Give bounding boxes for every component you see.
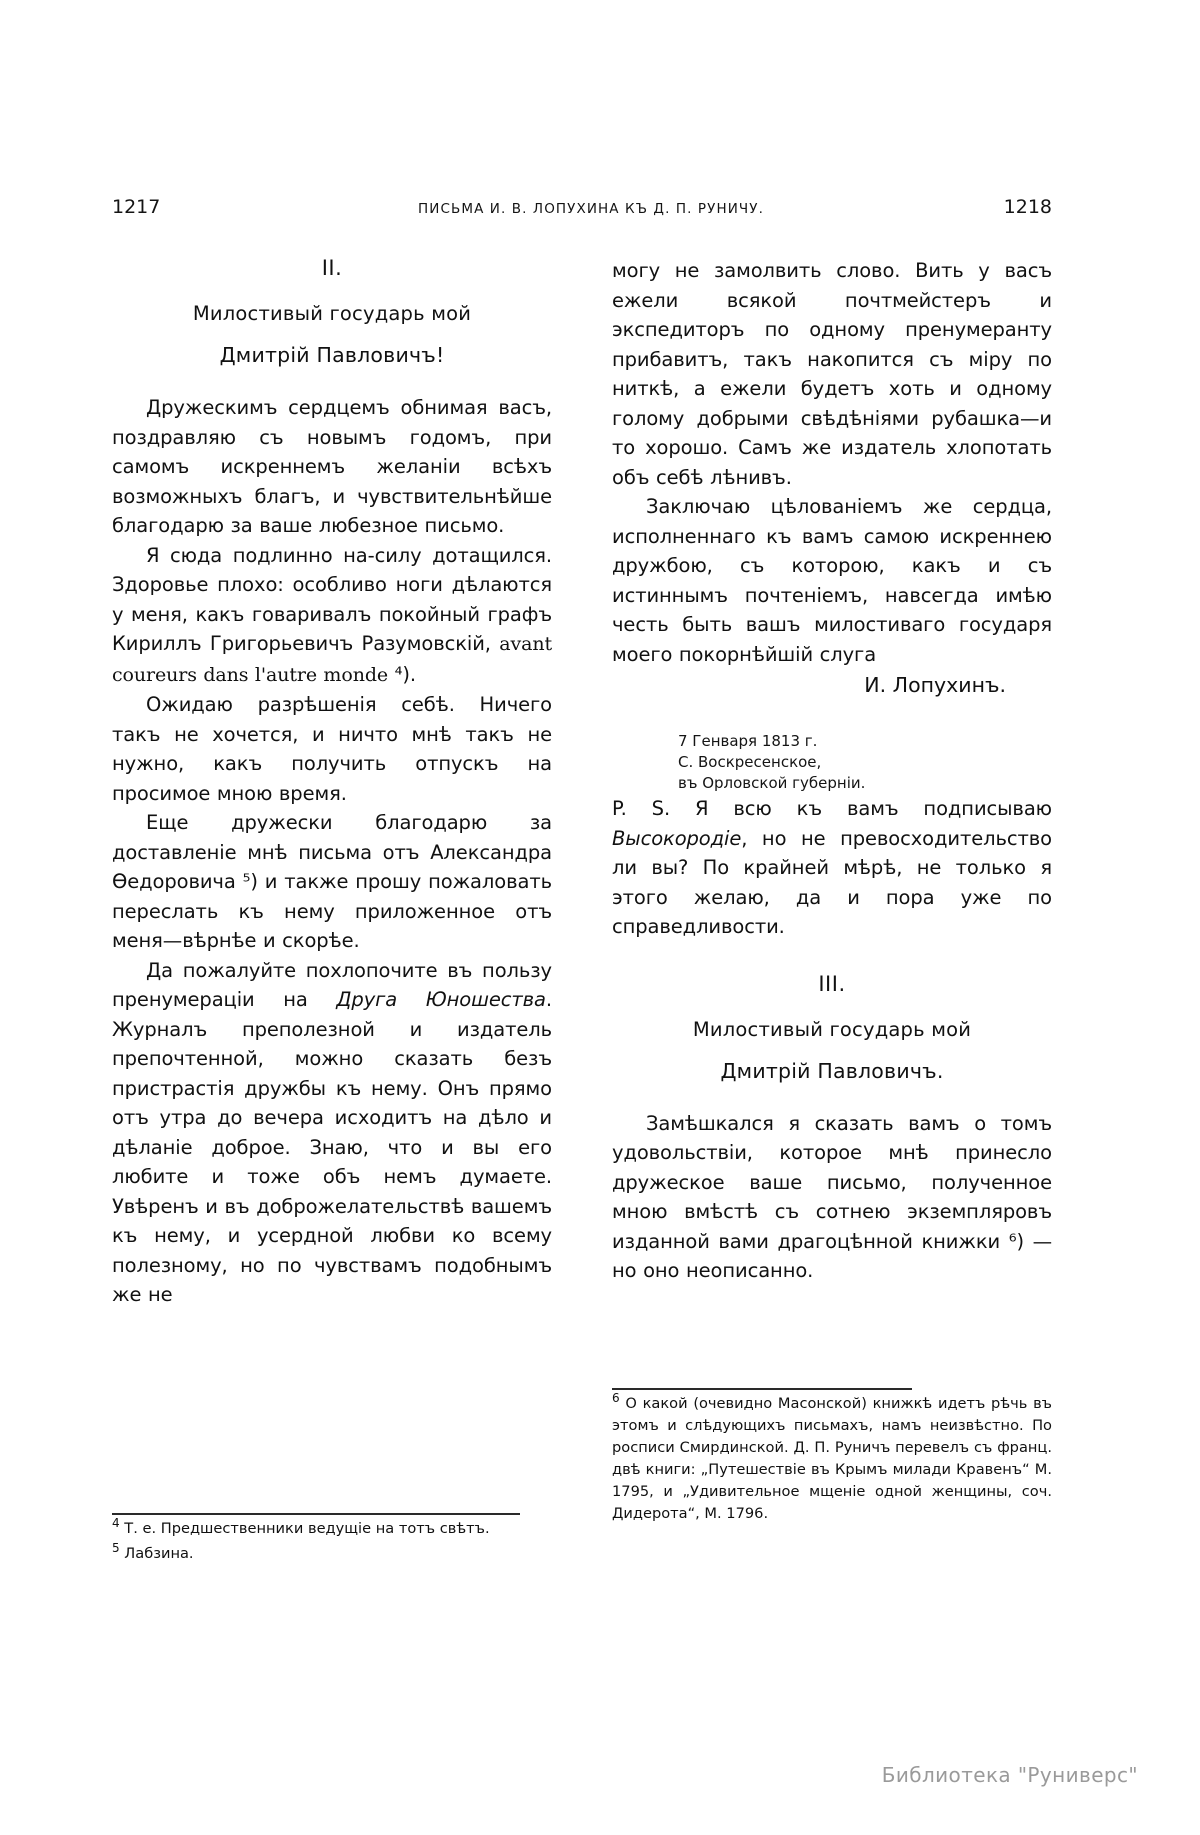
salutation-line-2: Дмитрій Павловичъ! xyxy=(219,343,445,367)
postscript-text: Я всю къ вамъ подписываю Высокородіе, но не превосходительство ли вы? По крайней мѣрѣ, не только я этого желаю, да и пора уже по справедливости. xyxy=(612,797,1052,938)
footnote-item xyxy=(612,1393,1052,1525)
paragraph: Заключаю цѣлованіемъ же сердца, исполненнаго къ вамъ самою искреннею дружбою, съ которою, какъ и съ истиннымъ почтеніемъ, навсегда имѣю честь быть вашъ милостиваго государя моего покорнѣйшій слуга xyxy=(612,495,1052,666)
section-number-iii: III. xyxy=(818,971,846,996)
salutation-line-1: Милостивый государь мой xyxy=(692,1017,972,1041)
column-left xyxy=(112,256,552,1310)
paragraph: Еще дружески благодарю за доставленіе мнѣ письма отъ Александра Ѳедоровича ⁵) и также прошу пожаловать переслать къ нему приложенное отъ меня—вѣрнѣе и скорѣе. xyxy=(112,811,552,952)
place-line: С. Воскресенское, xyxy=(678,753,822,771)
footnote-text: Т. е. Предшественники ведущіе на тотъ свѣтъ. xyxy=(124,1520,490,1537)
footnote-rule xyxy=(612,1388,912,1390)
postscript xyxy=(612,794,1052,942)
footnote-text: О какой (очевидно Масонской) книжкѣ идетъ рѣчь въ этомъ и слѣдующихъ письмахъ, намъ неизвѣстно. По росписи Смирдинской. Д. П. Руничъ перевелъ съ франц. двѣ книги: „Путешествіе въ Крымъ милади Кравенъ“ М. 1795, и „Удивительное мщеніе одной женщины, соч. Дидерота“, М. 1796. xyxy=(612,1395,1052,1522)
postscript-prefix: P. S. xyxy=(612,797,671,820)
signature: И. Лопухинъ. xyxy=(864,673,1006,697)
footnote-block-left xyxy=(112,1513,552,1565)
footnote-item xyxy=(112,1543,552,1565)
running-head xyxy=(112,196,1052,218)
governorate-line: въ Орловской губерніи. xyxy=(678,774,866,792)
footnote-item xyxy=(112,1518,552,1540)
library-watermark: Библиотека "Руниверс" xyxy=(881,1763,1138,1787)
date-line: 7 Генваря 1813 г. xyxy=(678,732,818,750)
footnote-rule xyxy=(112,1513,520,1515)
place-and-date xyxy=(678,731,1052,794)
footnote-text: Лабзина. xyxy=(124,1545,194,1562)
column-right xyxy=(612,256,1052,1310)
footnote-block-right xyxy=(612,1388,1052,1525)
folio-left: 1217 xyxy=(112,196,161,218)
paragraph: Ожидаю разрѣшенія себѣ. Ничего такъ не хочется, и ничто мнѣ такъ не нужно, какъ получить отпускъ на просимое мною время. xyxy=(112,693,552,805)
footnote-marker: 4 xyxy=(112,1516,120,1531)
footnote-marker: 5 xyxy=(112,1541,120,1556)
section-number-ii: II. xyxy=(321,256,343,280)
running-title: ПИСЬМА И. В. ЛОПУХИНА КЪ Д. П. РУНИЧУ. xyxy=(418,201,764,217)
paragraph: Я сюда подлинно на-силу дотащился. Здоровье плохо: особливо ноги дѣлаются у меня, какъ говаривалъ покойный графъ Кириллъ Григорьевичъ Разумовскій, avant coureurs dans l'autre monde ⁴). xyxy=(112,543,552,686)
two-column-body xyxy=(112,256,1052,1310)
paragraph: Дружескимъ сердцемъ обнимая васъ, поздравляю съ новымъ годомъ, при самомъ искреннемъ желаніи всѣхъ возможныхъ благъ, и чувствительнѣйше благодарю за ваше любезное письмо. xyxy=(112,396,552,537)
footnote-marker: 6 xyxy=(612,1391,620,1406)
salutation-line-1: Милостивый государь мой xyxy=(192,302,472,325)
salutation-line-2: Дмитрій Павловичъ. xyxy=(720,1058,944,1083)
paragraph: Да пожалуйте похлопочите въ пользу пренумераціи на Друга Юношества. Журналъ преполезной и издатель препочтенной, можно сказать безъ пристрастія дружбы къ нему. Онъ прямо отъ утра до вечера исходитъ на дѣло и дѣланіе доброе. Знаю, что и вы его любите и тоже объ немъ думаете. Увѣренъ и въ доброжелательствѣ вашемъ къ нему, и усердной любви ко всему полезному, но по чувствамъ подобнымъ же не xyxy=(112,958,553,1306)
folio-right: 1218 xyxy=(1003,196,1052,218)
paragraph: Замѣшкался я сказать вамъ о томъ удовольствіи, которое мнѣ принесло дружеское ваше письмо, полученное мною вмѣстѣ съ сотнею экземпляровъ изданной вами драгоцѣнной книжки ⁶) —но оно неописанно. xyxy=(612,1111,1052,1282)
paragraph: могу не замолвить слово. Вить у васъ ежели всякой почтмейстеръ и экспедиторъ по одному пренумеранту прибавитъ, такъ накопится съ міру по ниткѣ, а ежели будетъ хоть и одному голому добрыми свѣдѣніями рубашка—и то хорошо. Самъ же издатель хлопотать объ себѣ лѣнивъ. xyxy=(612,259,1052,489)
